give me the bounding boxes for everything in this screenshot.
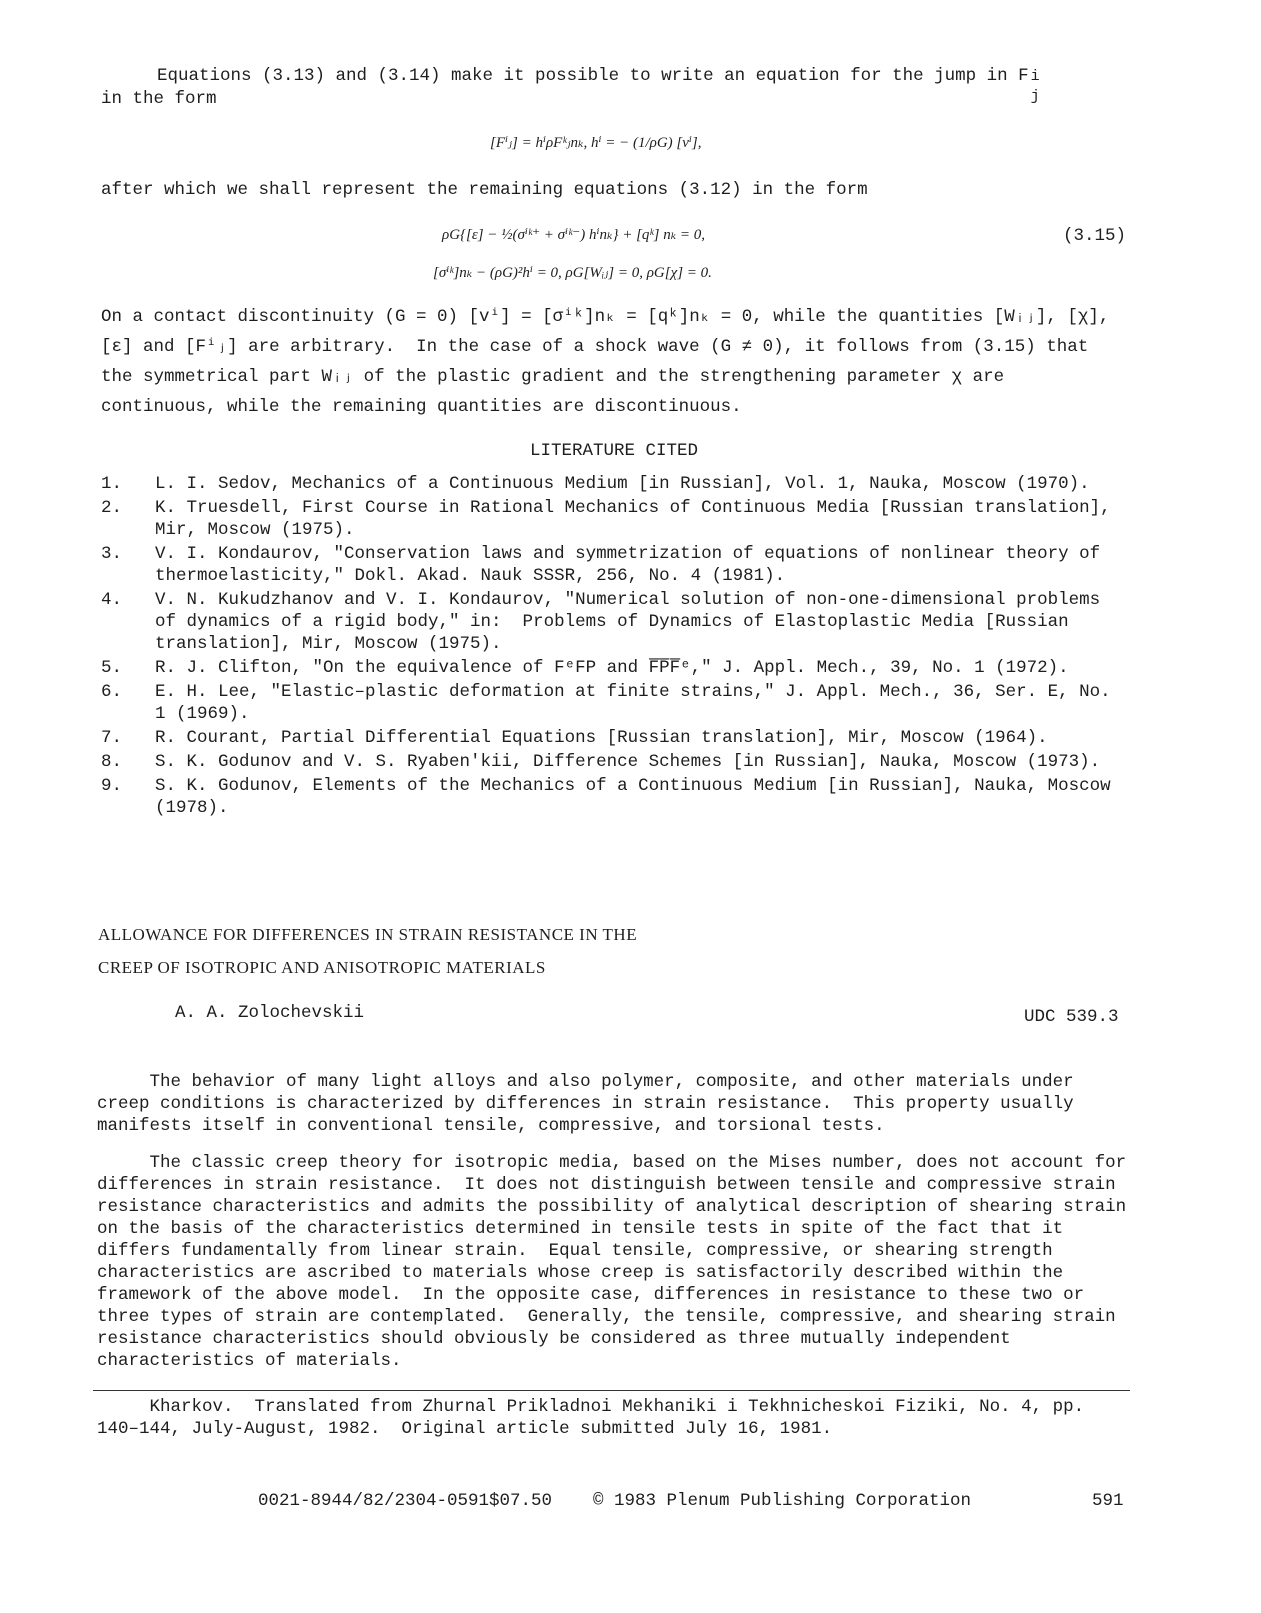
intro-superscript: i bbox=[1030, 68, 1040, 85]
equation-3-15-line-1: ρG{[ε] − ½(σⁱᵏ⁺ + σⁱᵏ⁻) hⁱnₖ} + [qᵏ] nₖ = 0, bbox=[442, 227, 706, 243]
reference-item: 2. K. Truesdell, First Course in Rational Mechanics of Continuous Media [Russian translation], Mir, Moscow (1975). bbox=[101, 498, 1122, 540]
equation-3-15-number: (3.15) bbox=[1063, 226, 1127, 246]
issn-code: 0021-8944/82/2304-0591$07.50 bbox=[258, 1491, 553, 1511]
article-title-line-2: CREEP OF ISOTROPIC AND ANISOTROPIC MATERIALS bbox=[98, 958, 546, 977]
reference-item: 9. S. K. Godunov, Elements of the Mechanics of a Continuous Medium [in Russian], Nauka, Moscow (1978). bbox=[101, 776, 1122, 818]
reference-item: 3. V. I. Kondaurov, "Conservation laws and symmetrization of equations of nonlinear theory of thermoelasticity," Dokl. Akad. Nauk SSSR, 256, No. 4 (1981). bbox=[101, 544, 1111, 586]
intro-subscript: j bbox=[1030, 88, 1040, 105]
contact-paragraph: On a contact discontinuity (G = 0) [vⁱ] = [σⁱᵏ]nₖ = [qᵏ]nₖ = 0, while the quantities [Wᵢⱼ], [χ], [ε] and [Fⁱⱼ] are arbitrary. In the case of a shock wave (G ≠ 0), it follows from (3.15) that the symmetrical part Wᵢⱼ of the plastic gradient and the strengthening parameter χ are continuous, while the remaining quantities are discontinuous. bbox=[101, 307, 1120, 417]
equation-3-15-line-2: [σⁱᵏ]nₖ − (ρG)²hⁱ = 0, ρG[Wᵢⱼ] = 0, ρG[χ] = 0. bbox=[433, 265, 712, 281]
reference-item: 4. V. N. Kukudzhanov and V. I. Kondaurov, "Numerical solution of non-one-dimensional problems of dynamics of a rigid body," in: Problems of Dynamics of Elastoplastic Media [Russian translation], Mir, Moscow (1975). bbox=[101, 590, 1111, 654]
reference-item: 1. L. I. Sedov, Mechanics of a Continuous Medium [in Russian], Vol. 1, Nauka, Moscow (1970). bbox=[101, 474, 1090, 494]
copyright: © 1983 Plenum Publishing Corporation bbox=[593, 1491, 972, 1511]
reference-item: 5. R. J. Clifton, "On the equivalence of FᵉFP and F̅P̅F̅ᵉ," J. Appl. Mech., 39, No. 1 (1972). bbox=[101, 658, 1069, 678]
page-number: 591 bbox=[1092, 1491, 1124, 1511]
reference-item: 7. R. Courant, Partial Differential Equations [Russian translation], Mir, Moscow (1964). bbox=[101, 728, 1048, 748]
article-paragraph-1: The behavior of many light alloys and also polymer, composite, and other materials under creep conditions is characterized by differences in strain resistance. This property usually manifests itself in conventional tensile, compressive, and torsional tests. bbox=[97, 1072, 1085, 1136]
jump-equation: [Fⁱⱼ] = hⁱρFᵏⱼnₖ, hⁱ = − (1/ρG) [vⁱ], bbox=[490, 135, 702, 151]
intro-text: Equations (3.13) and (3.14) make it possible to write an equation for the jump in F bbox=[157, 66, 1029, 86]
intro-line-2: in the form bbox=[101, 89, 217, 109]
reference-item: 6. E. H. Lee, "Elastic–plastic deformation at finite strains," J. Appl. Mech., 36, Ser. E, No. 1 (1969). bbox=[101, 682, 1122, 724]
reference-item: 8. S. K. Godunov and V. S. Ryaben'kii, Difference Schemes [in Russian], Nauka, Moscow (1973). bbox=[101, 752, 1101, 772]
article-title-line-1: ALLOWANCE FOR DIFFERENCES IN STRAIN RESISTANCE IN THE bbox=[98, 925, 638, 944]
reference-list bbox=[101, 473, 1131, 821]
literature-heading: LITERATURE CITED bbox=[530, 441, 699, 461]
footnote: Kharkov. Translated from Zhurnal Prikladnoi Mekhaniki i Tekhnicheskoi Fiziki, No. 4, pp. 140–144, July-August, 1982. Original article submitted July 16, 1981. bbox=[97, 1397, 1095, 1439]
udc-code: UDC 539.3 bbox=[1024, 1007, 1119, 1027]
footnote-divider bbox=[93, 1390, 1130, 1391]
intro-line-1 bbox=[157, 65, 1117, 105]
article-paragraph-2: The classic creep theory for isotropic media, based on the Mises number, does not account for differences in strain resistance. It does not distinguish between tensile and compressive strain resistance characteristics and admits the possibility of analytical description of shearing strain on the basis of the characteristics determined in tensile tests in spite of the fact that it differs fundamentally from linear strain. Equal tensile, compressive, or shearing strength characteristics are ascribed to materials whose creep is satisfactorily described within the framework of the above model. In the opposite case, differences in resistance to these two or three types of strain are contemplated. Generally, the tensile, compressive, and shearing strain resistance characteristics should obviously be considered as three mutually independent characteristics of materials. bbox=[97, 1153, 1137, 1371]
article-author: A. A. Zolochevskii bbox=[175, 1003, 365, 1023]
after-text: after which we shall represent the remaining equations (3.12) in the form bbox=[101, 180, 868, 200]
